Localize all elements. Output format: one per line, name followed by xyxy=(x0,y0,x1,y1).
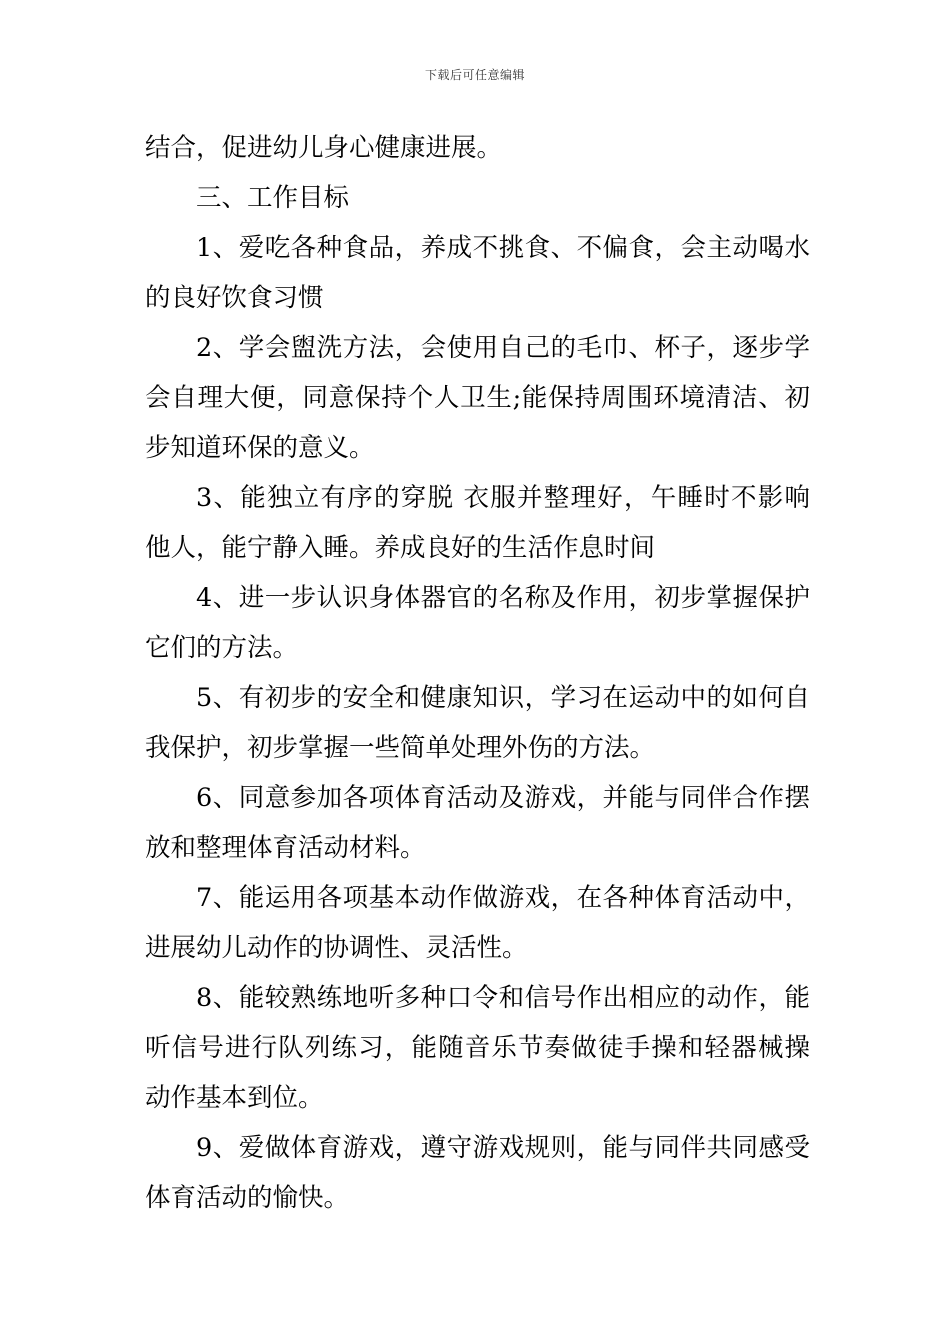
paragraph-line: 1、爱吃各种食品，养成不挑食、不偏食，会主动喝水 xyxy=(196,233,810,263)
paragraph-line: 它们的方法。 xyxy=(145,633,299,663)
paragraph-line: 动作基本到位。 xyxy=(145,1083,324,1113)
paragraph-line: 我保护，初步掌握一些简单处理外伤的方法。 xyxy=(145,733,656,763)
paragraph-line: 9、爱做体育游戏，遵守游戏规则，能与同伴共同感受 xyxy=(196,1133,810,1163)
paragraph-line: 他人，能宁静入睡。养成良好的生活作息时间 xyxy=(145,533,656,563)
paragraph-line: 7、能运用各项基本动作做游戏，在各种体育活动中， xyxy=(196,883,810,913)
paragraph-line: 进展幼儿动作的协调性、灵活性。 xyxy=(145,933,528,963)
paragraph-line: 4、进一步认识身体器官的名称及作用，初步掌握保护 xyxy=(196,583,810,613)
paragraph-line: 体育活动的愉快。 xyxy=(145,1183,350,1213)
paragraph-line: 的良好饮食习惯 xyxy=(145,283,324,313)
section-heading: 三、工作目标 xyxy=(196,183,350,213)
paragraph-line: 6、同意参加各项体育活动及游戏，并能与同伴合作摆 xyxy=(196,783,810,813)
paragraph-line: 听信号进行队列练习，能随音乐节奏做徒手操和轻器械操 xyxy=(145,1033,810,1063)
paragraph-line: 8、能较熟练地听多种口令和信号作出相应的动作，能 xyxy=(196,983,810,1013)
paragraph-line: 结合，促进幼儿身心健康进展。 xyxy=(145,133,503,163)
paragraph-line: 放和整理体育活动材料。 xyxy=(145,833,426,863)
paragraph-line: 步知道环保的意义。 xyxy=(145,433,375,463)
page-header: 下载后可任意编辑 xyxy=(424,68,525,82)
paragraph-line: 5、有初步的安全和健康知识，学习在运动中的如何自 xyxy=(196,683,810,713)
paragraph-line: 3、能独立有序的穿脱 衣服并整理好，午睡时不影响 xyxy=(196,483,810,513)
paragraph-line: 2、学会盥洗方法，会使用自己的毛巾、杯子，逐步学 xyxy=(196,333,810,363)
paragraph-line: 会自理大便，同意保持个人卫生;能保持周围环境清洁、初 xyxy=(145,383,810,413)
body-text xyxy=(145,123,810,1223)
